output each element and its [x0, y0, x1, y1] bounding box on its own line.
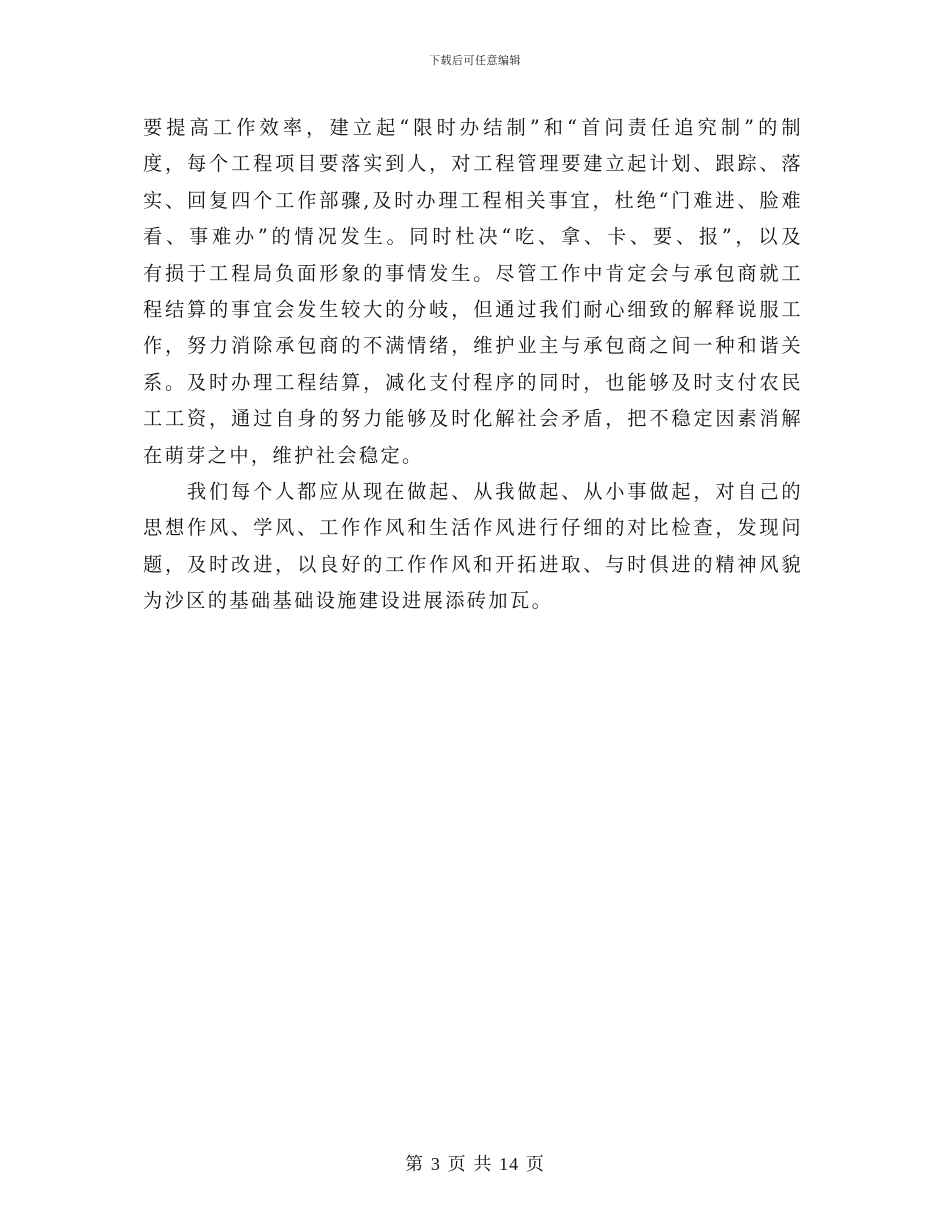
footer-suffix: 页 — [525, 1154, 545, 1175]
text-line: 度，每个工程项目要落实到人，对工程管理要建立起计划、跟踪、落 — [143, 152, 803, 176]
paragraph — [143, 110, 803, 474]
text-line: 要提高工作效率，建立起“限时办结制”和“首问责任追究制”的制 — [143, 116, 803, 139]
text-line: 我们每个人都应从现在做起、从我做起、从小事做起，对自己的 — [143, 479, 803, 503]
text-line: 系。及时办理工程结算，减化支付程序的同时，也能够及时支付农民 — [143, 370, 803, 394]
page-header: 下载后可任意编辑 — [429, 54, 521, 67]
text-line: 作，努力消除承包商的不满情绪，维护业主与承包商之间一种和谐关 — [143, 334, 803, 358]
text-line: 题，及时改进，以良好的工作作风和开拓进取、与时俱进的精神风貌 — [143, 552, 803, 576]
text-line: 看、事难办”的情况发生。同时杜决“吃、拿、卡、要、报”，以及 — [143, 225, 803, 249]
text-line: 实、回复四个工作部骤,及时办理工程相关事宜，杜绝“门难进、脸难 — [143, 188, 803, 212]
paragraph — [143, 474, 803, 620]
page-footer — [0, 1153, 950, 1176]
footer-prefix: 第 — [405, 1154, 425, 1175]
text-line: 工工资，通过自身的努力能够及时化解社会矛盾，把不稳定因素消解 — [143, 407, 803, 431]
text-line: 思想作风、学风、工作作风和生活作风进行仔细的对比检查，发现问 — [143, 516, 803, 540]
text-line: 有损于工程局负面形象的事情发生。尽管工作中肯定会与承包商就工 — [143, 261, 803, 285]
text-line: 在萌芽之中，维护社会稳定。 — [143, 443, 424, 467]
footer-middle: 页 共 — [447, 1154, 493, 1175]
current-page-number: 3 — [430, 1154, 441, 1174]
text-line: 为沙区的基础基础设施建设进展添砖加瓦。 — [143, 589, 554, 613]
text-line: 程结算的事宜会发生较大的分岐，但通过我们耐心细致的解释说服工 — [143, 297, 803, 321]
total-page-count: 14 — [499, 1154, 520, 1174]
document-body — [143, 110, 803, 619]
